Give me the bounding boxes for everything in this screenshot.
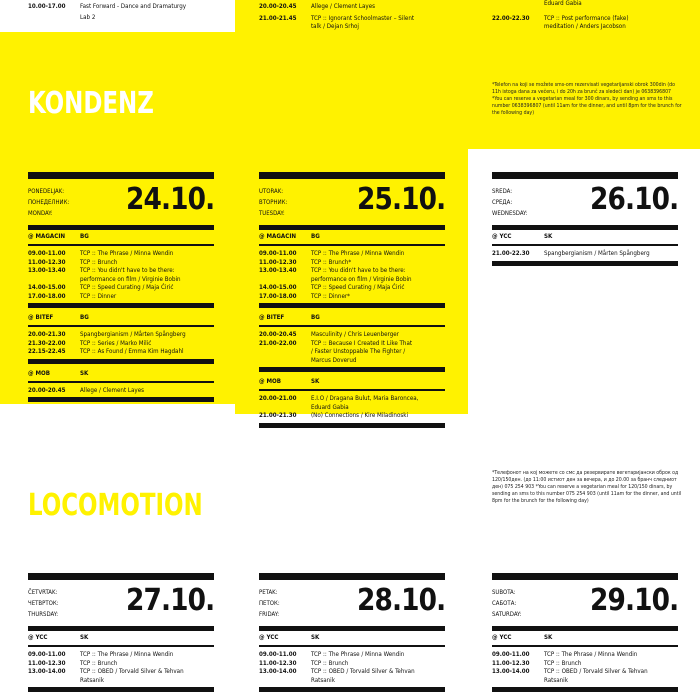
day-column: [259, 573, 445, 695]
event-desc: Lab 2: [80, 13, 96, 21]
event-desc: TCP :: Brunch*: [311, 258, 352, 266]
day-header: [492, 580, 678, 626]
event-time: 20.00-21.00: [259, 395, 297, 402]
event-time: 09.00-11.00: [492, 651, 530, 658]
vegetarian-note-locomotion: *Телефонот на кој можете со смс да резервирате вегетаријански оброк од 120/150ден. (до 11:00 истиот ден за вечера, и до 20.00 за бранч следниот ден) 075 254 903 *You can reserve a vegetarian meal for 120/150 dinars, by sending an sms to this number 075 254 903 (until 11am for the dinner, and until 8pm for the brunch for the following day): [492, 470, 682, 504]
event-list: [492, 647, 678, 687]
day-column: [28, 172, 214, 405]
event-desc: TCP :: Brunch: [544, 659, 582, 667]
event-desc: Ratsanik: [80, 676, 104, 684]
event-desc: Spangbergianism / Mårten Spångberg: [80, 331, 186, 338]
list-item: [492, 23, 678, 32]
event-desc: Marcus Doverud: [311, 356, 357, 364]
venue-header: [492, 230, 678, 244]
event-list: [28, 647, 214, 687]
event-desc: TCP :: Because I Created It Like That: [311, 339, 413, 347]
day-column: [492, 172, 678, 269]
event-time: 17.00-18.00: [259, 292, 297, 300]
venue-name: @ YCC: [492, 233, 512, 240]
day-label: PETAK:: [259, 589, 278, 596]
day-label: SUBOTA:: [492, 589, 516, 596]
list-item: [259, 395, 445, 404]
day-label: WEDNESDAY:: [492, 210, 528, 217]
venue-city: SK: [80, 634, 89, 641]
list-item: [259, 0, 445, 12]
divider: [28, 687, 214, 692]
list-item: [28, 276, 214, 285]
divider: [492, 687, 678, 692]
event-list: [259, 391, 445, 423]
event-desc: E.I.O / Dragana Bulut, Maria Baroncea,: [311, 395, 419, 402]
event-desc: talk / Dejan Srhoj: [311, 23, 359, 30]
divider: [28, 359, 214, 364]
day-header: [259, 580, 445, 626]
event-desc: TCP :: OBED / Torvald Silver & Tehvan: [311, 668, 415, 675]
day-date: 25.10.: [356, 182, 445, 217]
event-list: [492, 246, 678, 261]
list-item: [492, 668, 678, 677]
event-desc: Allege / Clement Layes: [311, 3, 376, 10]
list-item: [259, 331, 445, 340]
venue-name: @ BITEF: [259, 314, 285, 321]
event-desc: TCP :: Brunch: [80, 258, 118, 266]
list-item: [28, 348, 214, 357]
event-time: 21.00-22.30: [492, 250, 530, 257]
list-item: [259, 267, 445, 276]
list-item: [28, 293, 214, 302]
day-label: TUESDAY:: [259, 210, 285, 217]
day-label: ПОНЕДЕЛНИК:: [28, 199, 70, 206]
list-item: [28, 284, 214, 293]
event-list: [28, 383, 214, 398]
day-label: UTORAK:: [259, 188, 284, 195]
event-time: 22.00-22.30: [492, 14, 530, 22]
day-label: MONDAY:: [28, 210, 53, 217]
list-item: [28, 677, 214, 686]
event-time: [28, 276, 80, 285]
event-time: 10.00-17.00: [28, 3, 66, 10]
event-time: [259, 404, 311, 413]
venue-name: @ YCC: [28, 634, 48, 641]
list-item: [28, 267, 214, 276]
event-desc: Allege / Clement Layes: [80, 386, 145, 394]
day-date: 28.10.: [356, 583, 445, 618]
event-desc: TCP :: The Phrase / Minna Wendin: [544, 651, 638, 658]
divider: [28, 303, 214, 308]
list-item: [259, 404, 445, 413]
venue-city: BG: [311, 233, 320, 240]
event-desc: TCP :: OBED / Torvald Silver & Tehvan: [80, 668, 184, 675]
event-list: [259, 327, 445, 367]
day-label: SREDA:: [492, 188, 513, 195]
divider: [259, 687, 445, 692]
list-item: [28, 668, 214, 677]
day-header: [28, 179, 214, 225]
venue-city: SK: [544, 634, 553, 641]
day-label: SATURDAY:: [492, 611, 522, 618]
venue-city: SK: [311, 634, 320, 641]
day-labels: [259, 587, 280, 620]
venue-city: BG: [80, 233, 89, 240]
event-time: 09.00-11.00: [259, 651, 297, 658]
event-desc: TCP :: As Found / Emma Kim Hagdahl: [80, 348, 184, 355]
event-desc: Fast Forward - Dance and Dramaturgy: [80, 3, 187, 10]
list-item: [492, 0, 678, 9]
venue-city: BG: [80, 314, 89, 321]
list-item: [259, 660, 445, 669]
list-item: [259, 340, 445, 349]
event-time: 22.15-22.45: [28, 348, 66, 355]
day-labels: [259, 186, 287, 219]
event-time: 20.00-20.45: [259, 331, 297, 338]
venue-name: @ MAGACIN: [259, 233, 297, 240]
event-desc: Ratsanik: [544, 676, 568, 684]
list-item: [492, 250, 678, 259]
event-time: [259, 348, 311, 357]
list-item: [28, 660, 214, 669]
event-time: 13.00-14.00: [259, 668, 297, 675]
list-item: [259, 293, 445, 302]
list-item: [28, 259, 214, 268]
list-item: [28, 340, 214, 349]
event-desc: TCP :: Series / Marko Milić: [80, 339, 152, 347]
event-time: [259, 23, 311, 32]
list-item: [28, 331, 214, 340]
list-item: [259, 348, 445, 357]
event-list: [259, 246, 445, 303]
event-desc: / Faster Unstoppable The Fighter /: [311, 348, 406, 355]
venue-city: SK: [311, 378, 320, 385]
event-desc: Eduard Gabia: [311, 403, 349, 411]
event-time: 11.00-12.30: [259, 659, 297, 667]
day-label: FRIDAY:: [259, 611, 280, 618]
event-desc: TCP :: Brunch: [311, 659, 349, 667]
divider: [259, 303, 445, 308]
event-time: 13.00-14.00: [28, 668, 66, 675]
event-time: 09.00-11.00: [28, 250, 66, 257]
event-time: 13.00-13.40: [259, 267, 297, 274]
top-left-partial: [0, 0, 235, 32]
list-item: [259, 677, 445, 686]
event-time: 13.00-13.40: [28, 267, 66, 274]
event-time: 13.00-14.00: [492, 668, 530, 675]
event-time: [28, 677, 80, 686]
list-item: [492, 660, 678, 669]
event-list: [28, 327, 214, 359]
event-list: [28, 246, 214, 303]
list-item: [492, 651, 678, 660]
day-date: 29.10.: [589, 583, 678, 618]
list-item: [28, 387, 214, 396]
top-right-partial: [492, 0, 678, 32]
venue-city: SK: [80, 369, 89, 377]
event-time: 21.00-21.30: [259, 412, 297, 419]
list-item: [492, 677, 678, 686]
day-column: [259, 172, 445, 431]
divider: [492, 172, 678, 179]
day-labels: [28, 186, 69, 219]
list-item: [259, 12, 445, 24]
list-item: [28, 250, 214, 259]
day-label: ВТОРНИК:: [259, 199, 288, 206]
event-desc: Eduard Gabia: [544, 0, 582, 7]
event-desc: TCP :: Speed Curating / Maja Ćirić: [311, 284, 405, 291]
event-time: [259, 276, 311, 285]
day-header: [259, 179, 445, 225]
venue-header: [28, 367, 214, 381]
event-time: 11.00-12.30: [492, 659, 530, 667]
event-time: 20.00-21.30: [28, 331, 66, 338]
event-desc: TCP :: You didn't have to be there:: [311, 267, 406, 274]
list-item: [259, 357, 445, 366]
event-desc: TCP :: The Phrase / Minna Wendin: [311, 651, 405, 658]
venue-header: [259, 375, 445, 389]
venue-header: [259, 230, 445, 244]
event-time: 14.00-15.00: [28, 284, 66, 291]
day-label: САБОТА:: [492, 600, 517, 607]
event-desc: Spangbergianism / Mårten Spångberg: [544, 250, 650, 257]
day-column: [492, 573, 678, 695]
divider: [492, 261, 678, 266]
day-column: [28, 573, 214, 695]
day-label: СРЕДА:: [492, 199, 513, 206]
list-item: [259, 276, 445, 285]
list-item: [0, 12, 235, 23]
section-title-kondenz: KONDENZ: [28, 86, 154, 121]
divider: [259, 172, 445, 179]
event-time: [259, 677, 311, 686]
event-desc: (No) Connections / Kire Miladinoski: [311, 412, 409, 419]
event-time: 09.00-11.00: [28, 651, 66, 658]
event-desc: TCP :: Dinner*: [311, 292, 350, 300]
event-time: 11.00-12.30: [28, 258, 66, 266]
list-item: [259, 250, 445, 259]
event-desc: performance on film / Virginie Bobin: [80, 275, 181, 283]
venue-header: [259, 311, 445, 325]
day-label: THURSDAY:: [28, 611, 59, 618]
event-desc: TCP :: Ignorant Schoolmaster – Silent: [311, 14, 415, 22]
divider: [28, 573, 214, 580]
venue-name: @ BITEF: [28, 314, 54, 321]
event-desc: TCP :: Brunch: [80, 659, 118, 667]
venue-header: [259, 631, 445, 645]
day-label: ПЕТОК:: [259, 600, 280, 607]
venue-header: [28, 230, 214, 244]
event-time: 20.00-20.45: [28, 386, 66, 394]
list-item: [259, 651, 445, 660]
day-label: ČETVRTAK:: [28, 589, 58, 596]
venue-name: @ MAGACIN: [28, 233, 66, 240]
day-header: [492, 179, 678, 225]
event-desc: Ratsanik: [311, 676, 335, 684]
event-time: [259, 357, 311, 366]
event-desc: TCP :: Dinner: [80, 292, 117, 300]
event-time: [492, 0, 544, 9]
divider: [259, 423, 445, 428]
list-item: [259, 259, 445, 268]
day-date: 27.10.: [125, 583, 214, 618]
venue-header: [28, 311, 214, 325]
day-header: [28, 580, 214, 626]
event-time: 09.00-11.00: [259, 250, 297, 257]
divider: [259, 573, 445, 580]
event-time: 11.00-12.30: [259, 258, 297, 266]
day-labels: [28, 587, 59, 620]
event-desc: TCP :: The Phrase / Minna Wendin: [80, 250, 174, 257]
event-desc: TCP :: The Phrase / Minna Wendin: [311, 250, 405, 257]
venue-name: @ MOB: [28, 369, 51, 377]
venue-header: [28, 631, 214, 645]
event-desc: TCP :: Speed Curating / Maja Ćirić: [80, 284, 174, 291]
list-item: [28, 651, 214, 660]
event-desc: TCP :: You didn't have to be there:: [80, 267, 175, 274]
day-date: 24.10.: [125, 182, 214, 217]
venue-header: [492, 631, 678, 645]
event-time: 21.00-22.00: [259, 339, 297, 347]
list-item: [259, 668, 445, 677]
event-time: 11.00-12.30: [28, 659, 66, 667]
event-desc: performance on film / Virginie Bobin: [311, 275, 412, 283]
event-time: [492, 677, 544, 686]
day-date: 26.10.: [589, 182, 678, 217]
venue-name: @ YCC: [492, 634, 512, 641]
event-time: [492, 23, 544, 32]
event-time: 20.00-20.45: [259, 3, 297, 10]
day-labels: [492, 186, 527, 219]
list-item: [492, 9, 678, 24]
day-label: PONEDELJAK:: [28, 188, 65, 195]
venue-city: BG: [311, 314, 320, 321]
section-title-locomotion: LOCOMOTION: [28, 488, 203, 523]
day-label: ЧЕТВРТОК:: [28, 600, 59, 607]
list-item: [259, 412, 445, 421]
vegetarian-note-kondenz: *Telefon na koji se možete sms-om rezervisati vegetarijanski obrok 300din (do 11h istoga dana za večeru, i do 20h za brunč za sledeći dan) je 0638396807 *You can reserve a vegetarian meal for 300 dinars, by sending an sms to this number 0638396807 (until 11am for the dinner, and until 8pm for the brunch for the following day): [492, 82, 682, 116]
event-desc: Masculinity / Chris Leuenberger: [311, 331, 399, 338]
list-item: [0, 0, 235, 12]
event-time: 21.30-22.00: [28, 339, 66, 347]
list-item: [259, 23, 445, 32]
divider: [492, 573, 678, 580]
event-desc: TCP :: The Phrase / Minna Wendin: [80, 651, 174, 658]
divider: [28, 172, 214, 179]
divider: [259, 367, 445, 372]
event-desc: TCP :: OBED / Torvald Silver & Tehvan: [544, 668, 648, 675]
top-mid-partial: [259, 0, 445, 32]
venue-city: SK: [544, 233, 553, 240]
event-time: 17.00-18.00: [28, 292, 66, 300]
event-desc: meditation / Anders Jacobson: [544, 23, 626, 30]
event-list: [259, 647, 445, 687]
day-labels: [492, 587, 521, 620]
venue-name: @ YCC: [259, 634, 279, 641]
event-time: 21.00-21.45: [259, 14, 297, 22]
event-desc: TCP :: Post performance (fake): [544, 14, 629, 22]
event-time: 14.00-15.00: [259, 284, 297, 291]
divider: [28, 397, 214, 402]
venue-name: @ MOB: [259, 378, 282, 385]
list-item: [259, 284, 445, 293]
